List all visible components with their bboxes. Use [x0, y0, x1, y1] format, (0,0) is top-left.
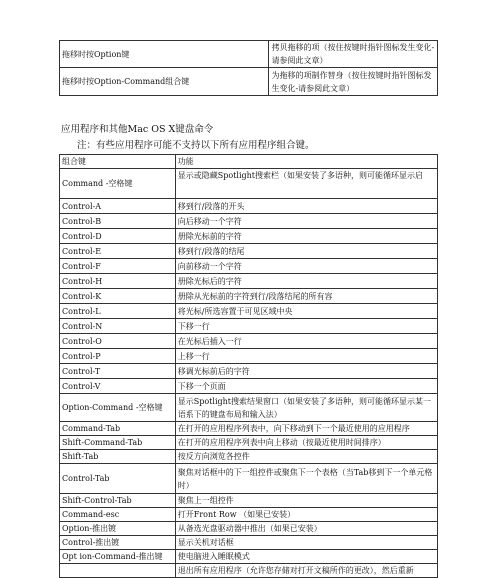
table-row	[60, 244, 438, 259]
table-row	[60, 436, 438, 450]
section-title: 应用程序和其他Mac OS X键盘命令	[61, 124, 214, 135]
table-row	[60, 229, 438, 244]
shortcut-function-cell: 移到行/段落的结尾	[175, 244, 437, 259]
shortcut-function-cell: 将光标/所选容置于可见区域中央	[175, 304, 437, 319]
shortcut-key-cell: Control-N	[60, 319, 176, 334]
shortcut-function-cell: 册除光标前的字符	[175, 229, 437, 244]
table-row	[60, 508, 438, 522]
table-row	[60, 334, 438, 349]
table-row	[60, 319, 438, 334]
shortcut-function-cell: 按反方向浏览各控件	[175, 450, 437, 464]
shortcut-key-cell: Command-esc	[60, 508, 176, 522]
shortcut-function-cell: 从备选光盘驱动器中推出（如果已安装）	[175, 522, 437, 536]
shortcut-key-cell: Control-E	[60, 244, 176, 259]
shortcut-key-cell: 拖移时按Option-Command组合键	[60, 68, 269, 96]
shortcut-function-cell: 下移一个页面	[175, 379, 437, 394]
shortcut-key-cell: Shift-Control-Tab	[60, 494, 176, 508]
table-row	[60, 464, 438, 494]
shortcut-key-cell: Shift-Command-Tab	[60, 436, 176, 450]
shortcut-function-cell: 册除光标后的字符	[175, 274, 437, 289]
table-row	[60, 169, 438, 199]
table-row	[60, 450, 438, 464]
shortcut-key-cell: Command -空格键	[60, 169, 176, 199]
table-row	[60, 379, 438, 394]
shortcut-key-cell: Control-B	[60, 214, 176, 229]
shortcut-function-cell: 聚焦对话框中的下一组控件或聚焦下一个表格（当Tab移到下一个单元格时）	[175, 464, 437, 494]
shortcut-function-cell: 在光标后插入一行	[175, 334, 437, 349]
shortcut-function-cell: 退出所有应用程序（允许您存储对打开文稿所作的更改），然后重新	[175, 564, 437, 578]
shortcut-function-cell: 显示Spotlight搜索结果窗口（如果安装了多语种，则可能循环显示某一语系下的键盘布局和输入法）	[175, 394, 437, 422]
table-row	[60, 68, 438, 96]
table-row	[60, 564, 438, 578]
shortcut-key-cell: Control-K	[60, 289, 176, 304]
shortcut-function-cell: 使电脑进入睡眠模式	[175, 550, 437, 564]
shortcut-key-cell: Control-A	[60, 199, 176, 214]
shortcut-key-cell: Control-T	[60, 364, 176, 379]
keyboard-shortcuts-table	[59, 154, 438, 578]
table-row	[60, 394, 438, 422]
shortcut-function-cell: 为拖移的项制作替身（按住按键时指针图标发生变化-请参阅此文章）	[269, 68, 438, 96]
table-row	[60, 199, 438, 214]
table-row	[60, 289, 438, 304]
shortcut-function-cell: 聚焦上一组控件	[175, 494, 437, 508]
shortcut-function-cell: 在打开的应用程序列表中向上移动（按最近使用时间排序）	[175, 436, 437, 450]
shortcut-function-cell: 显示或隐藏Spotlight搜索栏（如果安装了多语种，则可能循环显示启	[175, 169, 437, 199]
shortcut-function-cell: 上移一行	[175, 349, 437, 364]
shortcut-function-cell: 下移一行	[175, 319, 437, 334]
shortcut-key-cell: Option-推出镀	[60, 522, 176, 536]
table-row	[60, 522, 438, 536]
table-row	[60, 349, 438, 364]
table-row	[60, 304, 438, 319]
shortcut-key-cell: Control-推出镀	[60, 536, 176, 550]
shortcut-key-cell: Option-Command -空格键	[60, 394, 176, 422]
shortcut-key-cell: Control-V	[60, 379, 176, 394]
table-row	[60, 422, 438, 436]
shortcut-function-cell: 打开Front Row （如果已安装）	[175, 508, 437, 522]
shortcut-function-cell: 向前移动一个字符	[175, 259, 437, 274]
shortcut-function-cell: 在打开的应用程序列表中，向下移动到下一个最近使用的应用程序	[175, 422, 437, 436]
table-row	[60, 550, 438, 564]
shortcut-function-cell: 册除从光标前的字符到行/段落结尾的所有容	[175, 289, 437, 304]
shortcut-key-cell: Opt ion-Command-推出键	[60, 550, 176, 564]
note-text: 注：有些应用程序可能不支持以下所有应用程序组合键。	[77, 140, 315, 151]
shortcut-key-cell: Shift-Tab	[60, 450, 176, 464]
table-header-row	[60, 155, 438, 169]
shortcut-key-cell: Control-P	[60, 349, 176, 364]
shortcut-key-cell: Control-L	[60, 304, 176, 319]
shortcut-key-cell: Control-Tab	[60, 464, 176, 494]
shortcut-function-cell: 拷贝拖移的项（按住按键时指针图标发生变化-请参阅此文章）	[269, 41, 438, 68]
shortcut-key-cell: Control-O	[60, 334, 176, 349]
shortcut-function-cell: 向后移动一个字符	[175, 214, 437, 229]
drag-modifier-table	[59, 40, 438, 96]
shortcut-key-cell	[60, 564, 176, 578]
table-row	[60, 274, 438, 289]
shortcut-key-cell: Control-F	[60, 259, 176, 274]
shortcut-function-cell: 移到行/段落的开头	[175, 199, 437, 214]
shortcut-key-cell: Command-Tab	[60, 422, 176, 436]
table-row	[60, 364, 438, 379]
shortcut-function-cell: 显示关机对话框	[175, 536, 437, 550]
shortcut-key-cell: 拖移时按Option键	[60, 41, 269, 68]
table-row	[60, 494, 438, 508]
shortcut-key-cell: Control-H	[60, 274, 176, 289]
table-row	[60, 214, 438, 229]
column-header-key: 组合键	[60, 155, 176, 169]
shortcut-key-cell: Control-D	[60, 229, 176, 244]
table-row	[60, 41, 438, 68]
column-header-function: 功能	[175, 155, 437, 169]
table-row	[60, 259, 438, 274]
shortcut-function-cell: 移调光标前后的字符	[175, 364, 437, 379]
table-row	[60, 536, 438, 550]
